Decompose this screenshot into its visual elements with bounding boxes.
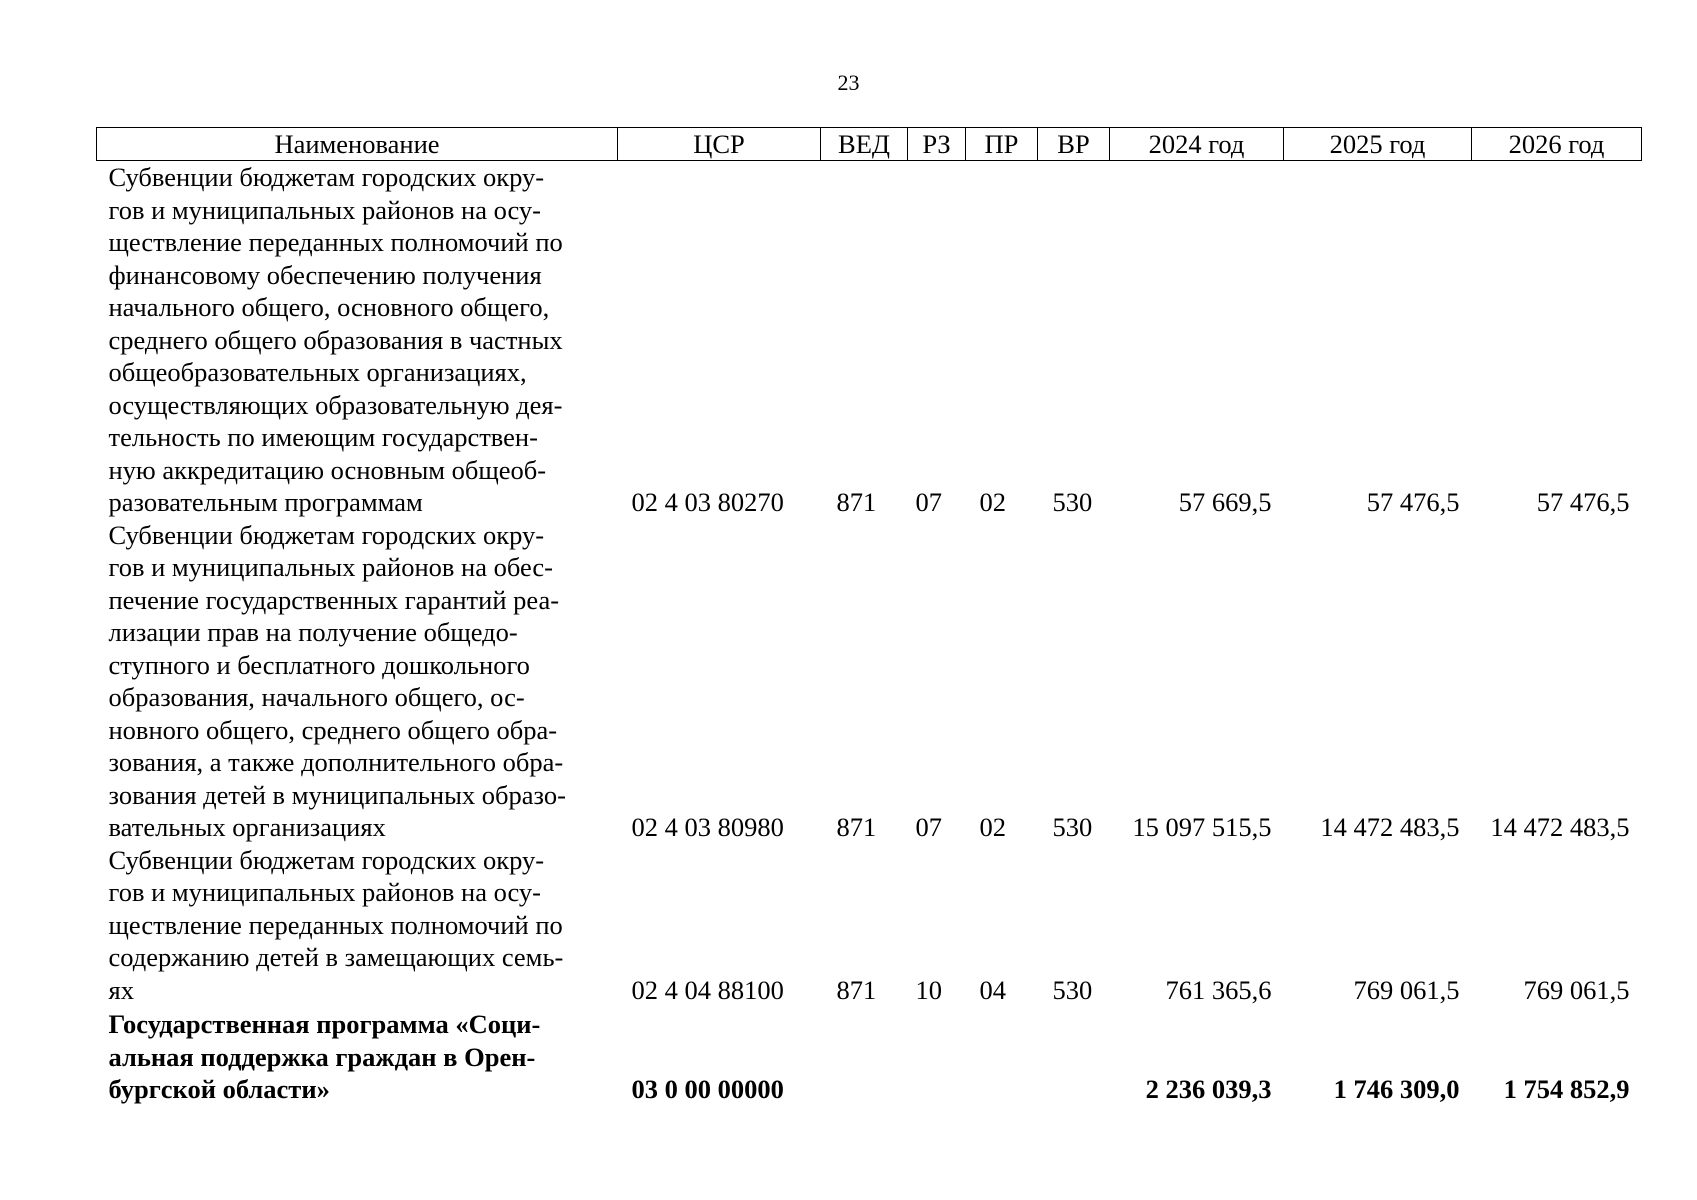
table-row: [97, 844, 1642, 1007]
row-csr: 03 0 00 00000: [631, 1074, 784, 1104]
row-2024: 761 365,6: [1165, 974, 1272, 1005]
header-rz: РЗ: [908, 128, 966, 161]
header-row: [97, 128, 1642, 161]
page-number: 23: [837, 70, 860, 95]
row-csr: 02 4 03 80270: [631, 487, 784, 517]
row-2024: 57 669,5: [1178, 487, 1272, 517]
header-pr: ПР: [966, 128, 1038, 161]
row-ved: 871: [836, 974, 877, 1005]
row-2026: 1 754 852,9: [1503, 1074, 1630, 1104]
row-2025: 57 476,5: [1366, 487, 1460, 517]
table-row: [97, 519, 1642, 844]
table-header: [97, 128, 1642, 161]
row-pr: 04: [979, 974, 1006, 1005]
row-name: Субвенции бюджетам городских окру- гов и муниципальных районов на обес- печение государственных гарантий реа- лизации прав на получение общедо- ступного и бесплатного дошкольного образования, начального общего, ос- новного общего, среднего общего обра- зования, а также дополнительного обра- зования детей в муниципальных образо- вательных организациях: [108, 519, 566, 842]
row-ved: 871: [836, 812, 877, 842]
row-2026: 769 061,5: [1523, 974, 1630, 1005]
table-row-program-total: [97, 1006, 1642, 1106]
row-2026: 14 472 483,5: [1490, 812, 1630, 842]
row-pr: [966, 1006, 1038, 1106]
budget-table: [96, 127, 1642, 1106]
row-pr: 02: [979, 487, 1006, 517]
row-rz: 10: [915, 974, 942, 1005]
row-rz: 07: [915, 487, 942, 517]
row-pr: 02: [979, 812, 1006, 842]
table-body: [97, 161, 1642, 1106]
table-row: [97, 161, 1642, 519]
row-csr: 02 4 03 80980: [631, 812, 784, 842]
row-2025: 1 746 309,0: [1333, 1074, 1460, 1104]
row-name: Субвенции бюджетам городских окру- гов и муниципальных районов на осу- ществление переданных полномочий по содержанию детей в замещающих семь- ях: [108, 844, 564, 1005]
header-vr: ВР: [1038, 128, 1110, 161]
row-2025: 14 472 483,5: [1320, 812, 1460, 842]
row-2025: 769 061,5: [1353, 974, 1460, 1005]
row-vr: 530: [1052, 487, 1093, 517]
row-ved: [821, 1006, 908, 1106]
row-rz: 07: [915, 812, 942, 842]
row-name: Государственная программа «Соци- альная поддержка граждан в Орен- бургской области»: [108, 1009, 541, 1104]
row-vr: 530: [1052, 812, 1093, 842]
header-2024: 2024 год: [1110, 128, 1284, 161]
row-name: Субвенции бюджетам городских окру- гов и муниципальных районов на осу- ществление переданных полномочий по финансовому обеспечению получения начального общего, основного общего, среднего общего образования в частных общеобразовательных организациях, осуществляющих образовательную дея- тельность по имеющим государствен- ную аккредитацию основным общеоб- разовательным программам: [108, 162, 563, 517]
row-2026: 57 476,5: [1536, 487, 1630, 517]
row-2024: 2 236 039,3: [1145, 1074, 1272, 1104]
header-csr: ЦСР: [618, 128, 821, 161]
header-2026: 2026 год: [1472, 128, 1642, 161]
row-vr: [1038, 1006, 1110, 1106]
row-csr: 02 4 04 88100: [631, 974, 784, 1005]
header-ved: ВЕД: [821, 128, 908, 161]
row-vr: 530: [1052, 974, 1093, 1005]
row-2024: 15 097 515,5: [1132, 812, 1272, 842]
row-ved: 871: [836, 487, 877, 517]
header-name: Наименование: [97, 128, 618, 161]
row-rz: [908, 1006, 966, 1106]
header-2025: 2025 год: [1284, 128, 1472, 161]
